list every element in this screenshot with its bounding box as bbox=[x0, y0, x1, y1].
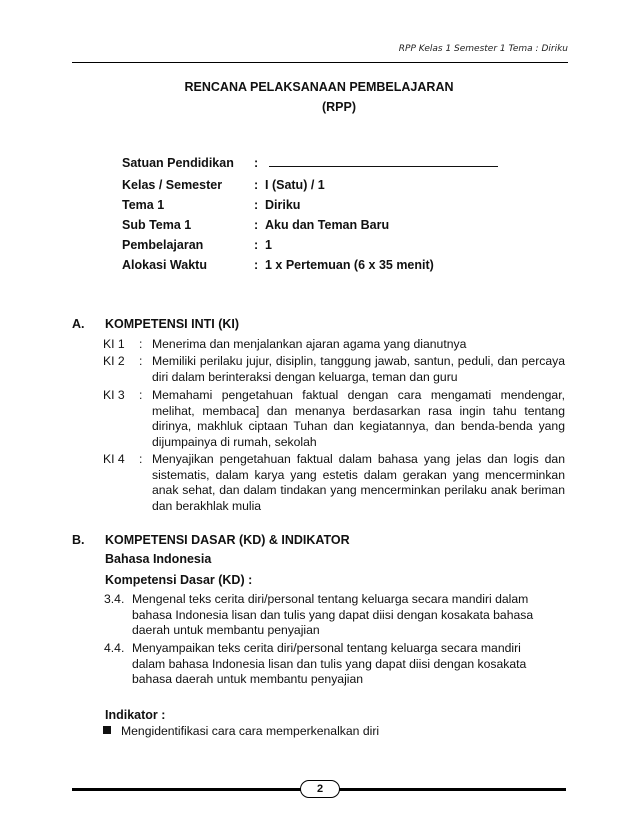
section-letter: A. bbox=[72, 317, 85, 331]
ki-text: Memahami pengetahuan faktual dengan cara mengamati mendengar, melihat, membaca] dan menanya berdasarkan rasa ingin tahu tentang dirinya, makhluk ciptaan Tuhan dan kegiatannya, dan benda-benda yang dijumpainya di rumah, sekolah bbox=[152, 388, 565, 449]
kd-item bbox=[104, 641, 544, 688]
info-value: 1 bbox=[265, 238, 272, 252]
info-value: I (Satu) / 1 bbox=[265, 178, 325, 192]
document-title: RENCANA PELAKSANAAN PEMBELAJARAN bbox=[184, 80, 454, 94]
page-number: 2 bbox=[300, 780, 340, 798]
ki-code: KI 1 bbox=[103, 337, 125, 351]
subject-heading: Bahasa Indonesia bbox=[105, 552, 212, 566]
indikator-heading: Indikator : bbox=[105, 708, 166, 722]
indikator-text: Mengidentifikasi cara cara memperkenalkan diri bbox=[121, 724, 380, 738]
ki-item bbox=[103, 452, 565, 514]
section-title: KOMPETENSI INTI (KI) bbox=[105, 317, 240, 331]
info-colon: : bbox=[254, 156, 259, 170]
section-letter: B. bbox=[72, 533, 85, 547]
ki-text: Memiliki perilaku jujur, disiplin, tanggung jawab, santun, peduli, dan percaya diri dalam berinteraksi dengan keluarga, teman dan guru bbox=[152, 354, 565, 384]
info-row-tema bbox=[122, 198, 542, 216]
kd-text: Menyampaikan teks cerita diri/personal tentang keluarga secara mandiri dalam bahasa Indonesia lisan dan tulis yang dapat diisi dengan kosakata bahasa daerah untuk membantu penyajian bbox=[132, 641, 527, 687]
info-label: Tema 1 bbox=[122, 198, 165, 212]
indikator-item bbox=[103, 724, 379, 738]
info-colon: : bbox=[254, 238, 259, 252]
ki-text: Menyajikan pengetahuan faktual dalam bahasa yang jelas dan logis dan sistematis, dalam karya yang estetis dalam gerakan yang mencerminkan anak sehat, dan dalam tindakan yang mencerminkan perilaku anak beriman dan berakhlak mulia bbox=[152, 452, 565, 513]
info-row-kelas bbox=[122, 178, 542, 196]
kd-item bbox=[104, 592, 544, 639]
footer-rule-left bbox=[72, 788, 304, 791]
info-colon: : bbox=[254, 198, 259, 212]
document-subtitle: (RPP) bbox=[321, 100, 357, 114]
info-colon: : bbox=[254, 258, 259, 272]
info-label: Satuan Pendidikan bbox=[122, 156, 234, 170]
kd-code: 3.4. bbox=[104, 592, 125, 606]
info-row-alokasi bbox=[122, 258, 542, 276]
ki-colon: : bbox=[139, 354, 143, 368]
ki-item bbox=[103, 388, 565, 450]
info-label: Alokasi Waktu bbox=[122, 258, 207, 272]
ki-code: KI 2 bbox=[103, 354, 125, 368]
info-label: Sub Tema 1 bbox=[122, 218, 192, 232]
header-rule bbox=[72, 62, 568, 63]
info-row-subtema bbox=[122, 218, 542, 236]
kd-heading: Kompetensi Dasar (KD) : bbox=[105, 573, 253, 587]
info-value: 1 x Pertemuan (6 x 35 menit) bbox=[265, 258, 434, 272]
info-row-pembelajaran bbox=[122, 238, 542, 256]
ki-code: KI 4 bbox=[103, 452, 125, 466]
info-label: Kelas / Semester bbox=[122, 178, 223, 192]
footer-rule-right bbox=[334, 788, 566, 791]
info-label: Pembelajaran bbox=[122, 238, 204, 252]
ki-item bbox=[103, 337, 565, 353]
kd-code: 4.4. bbox=[104, 641, 125, 655]
info-row-satuan bbox=[122, 156, 542, 174]
ki-colon: : bbox=[139, 452, 143, 466]
ki-item bbox=[103, 354, 565, 385]
ki-colon: : bbox=[139, 337, 143, 351]
info-value: Aku dan Teman Baru bbox=[265, 218, 390, 232]
info-colon: : bbox=[254, 218, 259, 232]
ki-code: KI 3 bbox=[103, 388, 125, 402]
info-colon: : bbox=[254, 178, 259, 192]
fill-in-blank-line bbox=[269, 166, 498, 167]
running-header: RPP Kelas 1 Semester 1 Tema : Diriku bbox=[398, 44, 568, 54]
section-title: KOMPETENSI DASAR (KD) & INDIKATOR bbox=[105, 533, 350, 547]
ki-text: Menerima dan menjalankan ajaran agama yang dianutnya bbox=[152, 337, 467, 351]
info-value: Diriku bbox=[265, 198, 301, 212]
ki-colon: : bbox=[139, 388, 143, 402]
kd-text: Mengenal teks cerita diri/personal tentang keluarga secara mandiri dalam bahasa Indonesia lisan dan tulis yang dapat diisi dengan kosakata bahasa daerah untuk membantu penyajian bbox=[132, 592, 534, 638]
square-bullet-icon bbox=[103, 726, 111, 734]
